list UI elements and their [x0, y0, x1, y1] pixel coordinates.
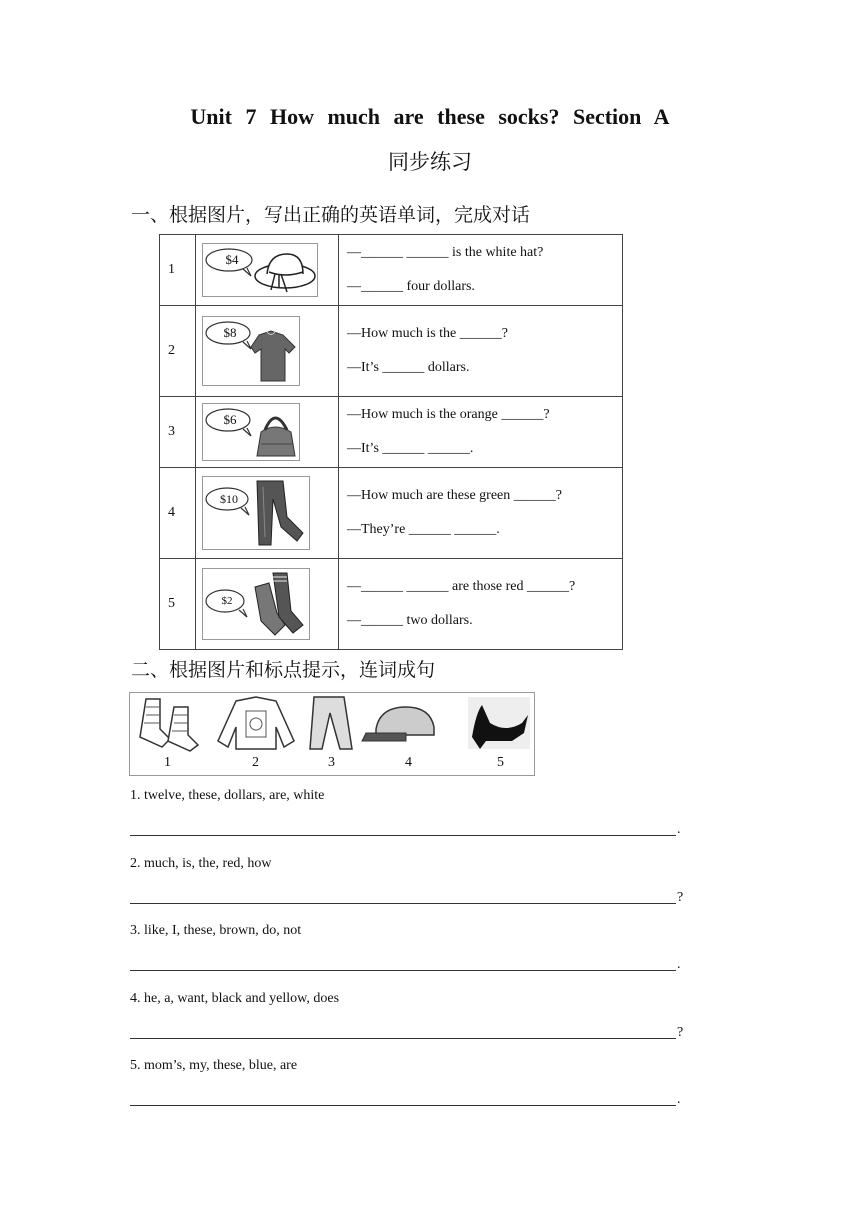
section-1-heading: 一、根据图片，写出正确的英语单词，完成对话: [131, 204, 531, 226]
question-prompt: 3. like, I, these, brown, do, not: [130, 923, 302, 938]
bag-picture: [202, 403, 300, 461]
answer-line[interactable]: [130, 969, 676, 971]
price-label: $10: [220, 492, 238, 506]
question-prompt: 1. twelve, these, dollars, are, white: [130, 788, 325, 803]
sweater-icon: [218, 697, 294, 749]
end-punctuation: .: [677, 822, 681, 837]
dialogue-line-1: —______ ______ are those red ______?: [347, 579, 576, 594]
answer-line[interactable]: [130, 1104, 676, 1106]
picture-cell: [196, 306, 339, 397]
clothes-picture-strip: [129, 692, 535, 776]
answer-line[interactable]: [130, 902, 676, 904]
price-label: $6: [223, 412, 237, 427]
strip-number: 3: [328, 755, 335, 770]
picture-cell: [196, 397, 339, 468]
dialogue-line-1: —______ ______ is the white hat?: [347, 245, 544, 260]
strip-number: 5: [497, 755, 504, 770]
dialogue-line-2: —______ four dollars.: [347, 279, 475, 294]
answer-line[interactable]: [130, 834, 676, 836]
end-punctuation: ?: [677, 1025, 684, 1040]
end-punctuation: .: [677, 957, 681, 972]
shoe-icon: [468, 697, 530, 749]
row-number: 5: [160, 559, 196, 650]
row-number: 2: [160, 306, 196, 397]
picture-cell: [196, 559, 339, 650]
picture-cell: [196, 235, 339, 306]
table-row: [160, 306, 623, 397]
end-punctuation: .: [677, 1092, 681, 1107]
price-label: $2: [221, 595, 233, 607]
dialogue-cell: [339, 235, 623, 306]
dialogue-line-2: —It’s ______ ______.: [347, 441, 474, 456]
dialogue-cell: [339, 306, 623, 397]
table-row: [160, 397, 623, 468]
dialogue-line-1: —How much is the ______?: [347, 326, 508, 341]
question-prompt: 2. much, is, the, red, how: [130, 856, 272, 871]
exercise-table: [159, 234, 623, 650]
hat-picture: [202, 243, 318, 297]
socks-picture: [202, 568, 310, 640]
strip-number: 2: [252, 755, 259, 770]
end-punctuation: ?: [677, 890, 684, 905]
trousers-picture: [202, 476, 310, 550]
table-row: [160, 468, 623, 559]
dialogue-line-2: —______ two dollars.: [347, 613, 473, 628]
picture-cell: [196, 468, 339, 559]
answer-line[interactable]: [130, 1037, 676, 1039]
socks-icon: [140, 699, 198, 751]
price-label: $8: [223, 325, 237, 340]
row-number: 4: [160, 468, 196, 559]
strip-number: 4: [405, 755, 412, 770]
question-prompt: 5. mom’s, my, these, blue, are: [130, 1058, 298, 1073]
dialogue-cell: [339, 397, 623, 468]
row-number: 1: [160, 235, 196, 306]
worksheet-subtitle: 同步练习: [388, 150, 472, 174]
dialogue-line-1: —How much is the orange ______?: [347, 407, 550, 422]
question-prompt: 4. he, a, want, black and yellow, does: [130, 991, 340, 1006]
row-number: 3: [160, 397, 196, 468]
section-2-heading: 二、根据图片和标点提示，连词成句: [131, 659, 436, 681]
dialogue-line-2: —They’re ______ ______.: [347, 522, 500, 537]
strip-number: 1: [164, 755, 171, 770]
table-row: [160, 235, 623, 306]
price-label: $4: [225, 252, 239, 267]
dialogue-line-1: —How much are these green ______?: [347, 488, 562, 503]
dialogue-cell: [339, 468, 623, 559]
table-row: [160, 559, 623, 650]
cap-icon: [362, 707, 434, 741]
dialogue-line-2: —It’s ______ dollars.: [347, 360, 470, 375]
tshirt-picture: [202, 316, 300, 386]
clothes-illustrations: [130, 693, 534, 753]
worksheet-title: Unit 7 How much are these socks? Section A: [190, 104, 670, 129]
dialogue-cell: [339, 559, 623, 650]
trousers-icon: [310, 697, 352, 749]
